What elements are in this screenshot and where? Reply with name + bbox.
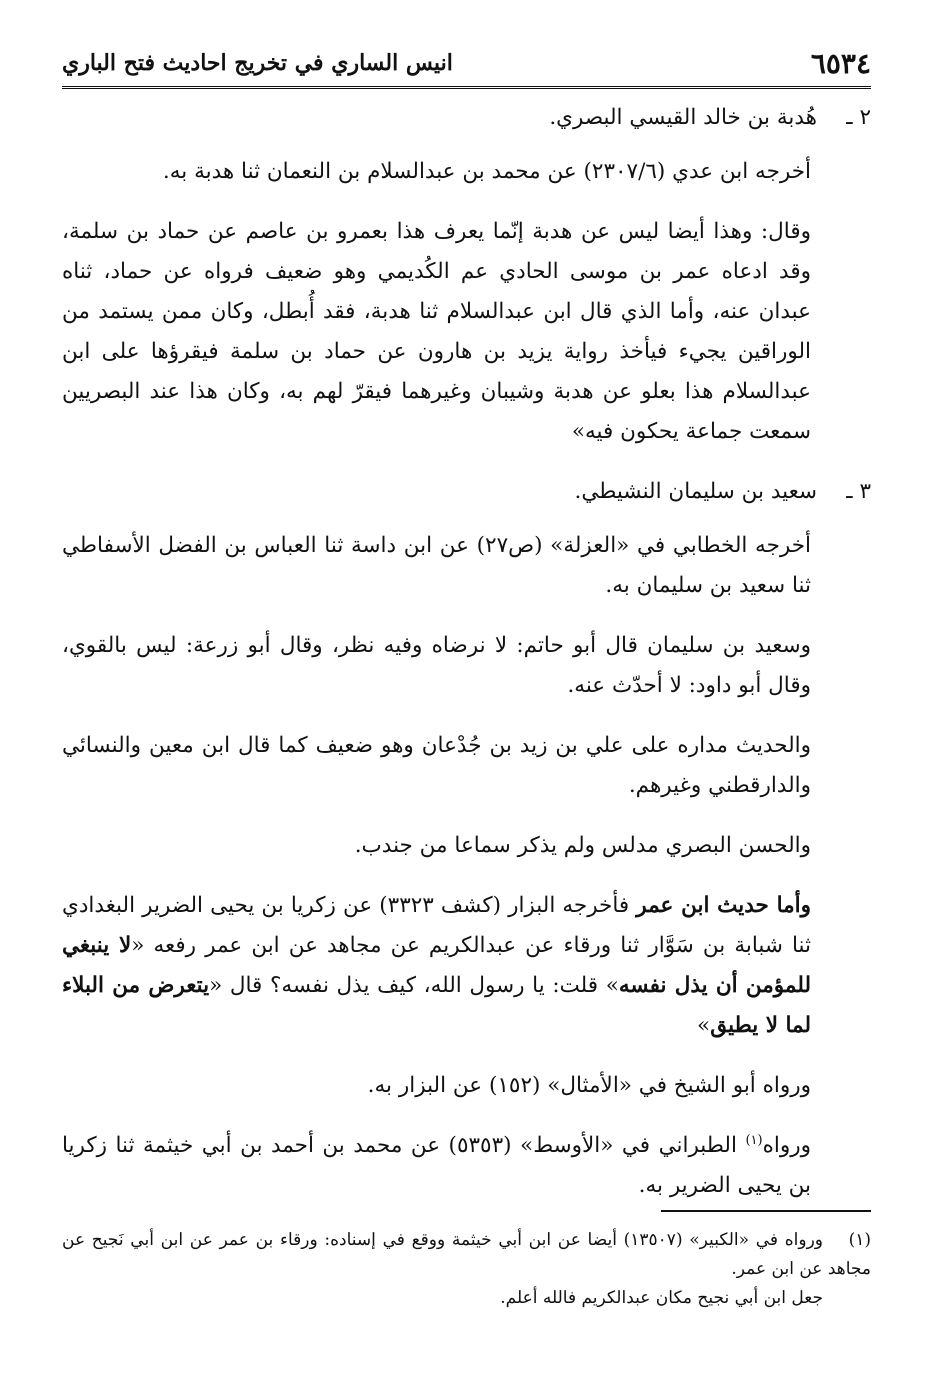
item-2-paragraph-2: وقال: وهذا أيضا ليس عن هدبة إنّما يعرف هذا بعمرو بن عاصم عن حماد بن سلمة، وقد ادعاه عمر بن موسى الحادي عم الكُديمي وهو ضعيف فرواه عن حماد، ثناه عبدان عنه، وأما الذي قال ابن عبدالسلام ثنا هدبة، فقد أُبطل، وكان ممن يستمد من الوراقين يجيء فيأخذ رواية يزيد بن هارون عن حماد بن سلمة فيقرؤها على ابن عبدالسلام هذا بعلو عن هدبة وشيبان وغيرهما فيقرّ لهم به، وكان هذا عند البصريين سمعت جماعة يحكون فيه»	[62, 219, 811, 444]
item-3-number: ٣ ـ	[846, 479, 871, 504]
item-3-heading	[62, 472, 871, 512]
item-3-name: سعيد بن سليمان النشيطي.	[574, 479, 817, 504]
ibn-umar-paragraph-1	[62, 886, 871, 1046]
ibn-umar-lead: وأما حديث ابن عمر	[636, 893, 811, 918]
footnotes	[62, 1226, 871, 1313]
item-3-paragraph-4: والحسن البصري مدلس ولم يذكر سماعا من جندب.	[354, 833, 811, 858]
ibn-umar-text-2: » قلت: يا رسول الله، كيف يذل نفسه؟ قال «	[209, 973, 619, 998]
ibn-umar-paragraph-2: ورواه أبو الشيخ في «الأمثال» (١٥٢) عن البزار به.	[367, 1073, 811, 1098]
hadith-quote-1: لا ينبغي للمؤمن أن يذل نفسه	[62, 933, 811, 998]
footnote-mark: (١)	[848, 1230, 871, 1250]
ibn-umar-p3-b: الطبراني في «الأوسط» (٥٣٥٣) عن محمد بن أحمد بن أبي خيثمة ثنا زكريا بن يحيى الضرير به.	[62, 1133, 811, 1198]
page-body	[62, 98, 871, 1206]
footnote-reference: (١)	[745, 1132, 763, 1148]
ibn-umar-text-3: »	[697, 1013, 711, 1038]
item-2-paragraph-1: أخرجه ابن عدي (٢٣٠٧/٦) عن محمد بن عبدالسلام بن النعمان ثنا هدبة به.	[162, 159, 811, 184]
ibn-umar-paragraph-3	[62, 1126, 871, 1206]
item-2-number: ٢ ـ	[846, 105, 871, 130]
item-3-paragraph-1: أخرجه الخطابي في «العزلة» (ص٢٧) عن ابن داسة ثنا العباس بن الفضل الأسفاطي ثنا سعيد بن سليمان به.	[62, 533, 811, 598]
footnote-1	[62, 1226, 871, 1284]
item-2-heading	[62, 98, 871, 138]
footnote-separator	[661, 1210, 871, 1212]
running-title: انيس الساري في تخريج احاديث فتح الباري	[62, 50, 453, 76]
item-3-paragraph-3: والحديث مداره على علي بن زيد بن جُدْعان وهو ضعيف كما قال ابن معين والنسائي والدارقطني وغيرهم.	[62, 733, 811, 798]
page-number: ٦٥٣٤	[810, 46, 871, 80]
ibn-umar-text-1: فأخرجه البزار (كشف ٣٣٢٣) عن زكريا بن يحيى الضرير البغدادي ثنا شبابة بن سَوَّار ثنا ورقاء عن عبدالكريم عن مجاهد عن ابن عمر رفعه «	[62, 893, 811, 958]
page-header	[62, 40, 871, 89]
footnote-1-continuation: جعل ابن أبي نجيح مكان عبدالكريم فالله أعلم.	[500, 1288, 823, 1308]
item-2-name: هُدبة بن خالد القيسي البصري.	[549, 105, 817, 130]
item-3-paragraph-2: وسعيد بن سليمان قال أبو حاتم: لا نرضاه وفيه نظر، وقال أبو زرعة: ليس بالقوي، وقال أبو داود: لا أحدّث عنه.	[62, 633, 811, 698]
ibn-umar-p3-a: ورواه	[762, 1133, 811, 1158]
hadith-quote-2: يتعرض من البلاء لما لا يطيق	[62, 973, 811, 1038]
footnote-1-text: ورواه في «الكبير» (١٣٥٠٧) أيضا عن ابن أبي خيثمة ووقع في إسناده: ورقاء بن عمر عن ابن أبي نَجيح عن مجاهد عن ابن عمر.	[62, 1230, 871, 1279]
